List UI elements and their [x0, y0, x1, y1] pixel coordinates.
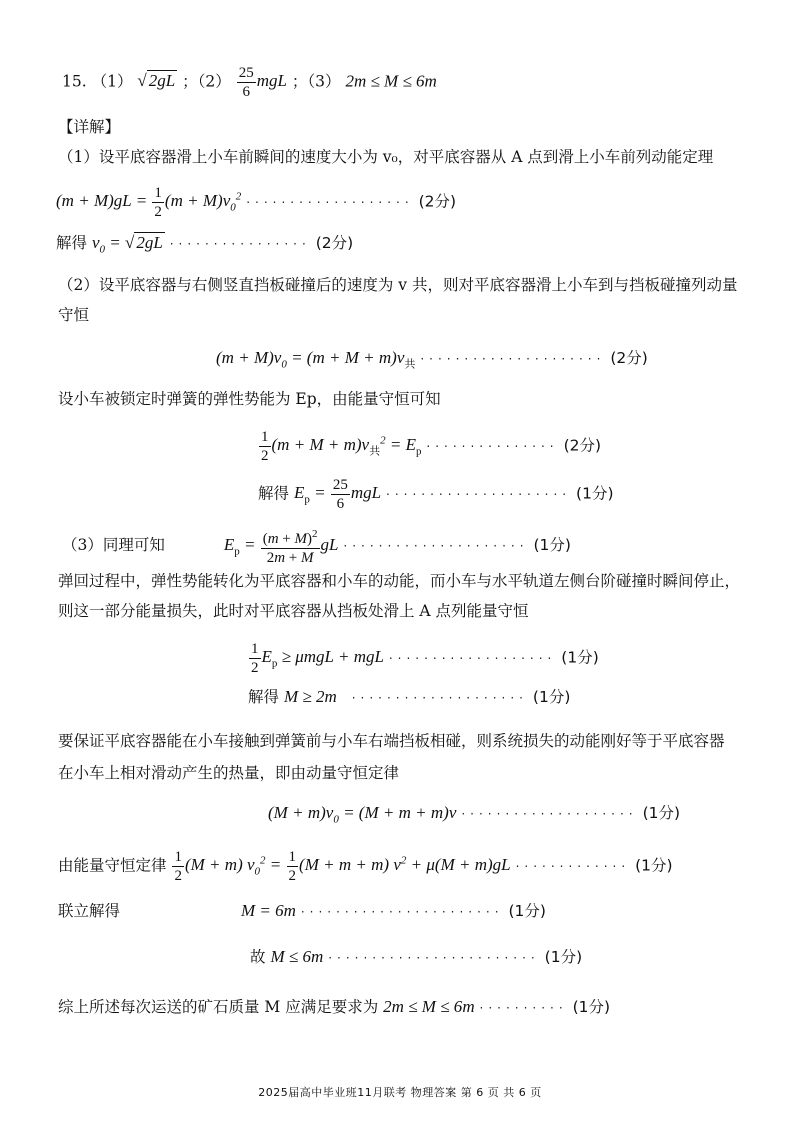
answer-3: 2m ≤ M ≤ 6m [345, 71, 437, 91]
eq-m-lower: 解得 M ≥ 2m ···················· (1分) [248, 687, 571, 706]
part3-rebound-2: 则这一部分能量损失，此时对平底容器从挡板处滑上 A 点列能量守恒 [58, 602, 529, 620]
part1-intro: （1）设平底容器滑上小车前瞬间的速度大小为 v₀，对平底容器从 A 点到滑上小车前列动能定理 [58, 148, 714, 166]
summary-line: 综上所述每次运送的矿石质量 M 应满足要求为 2m ≤ M ≤ 6m ·········· (1分) [58, 997, 611, 1016]
eq-momentum: $(m + M)v_0 = (m + M + m)v_共$ ····················· (2分) [216, 348, 648, 371]
answer-line [62, 64, 437, 101]
score: (2分) [563, 436, 602, 455]
eq-part3-ep: （3）同理可知 $E_p$ = $\frac{(m + M)^2}{2m + M}$ gL ····················· (1分) [62, 525, 571, 567]
eq-ep-result: 解得 $E_p$ = $\frac{25}{6}$ mgL ····················· (1分) [258, 477, 614, 512]
part2-intro-1: （2）设平底容器与右侧竖直挡板碰撞后的速度为 v 共，则对平底容器滑上小车到与挡板碰撞列动量 [58, 276, 738, 294]
eq-rebound-energy: $\frac{1}{2}$ $E_p \ge \mu mgL$ + mgL ··················· (1分) [251, 641, 599, 676]
score: (1分) [533, 535, 571, 554]
score: (2分) [315, 234, 354, 252]
part3-cond-1: 要保证平底容器能在小车接触到弹簧前与小车右端挡板相碰，则系统损失的动能刚好等于平底容器 [58, 732, 725, 750]
answer-1: √ 2gL [137, 71, 176, 91]
score: (1分) [544, 948, 583, 966]
score: (2分) [418, 192, 457, 211]
detail-title: 【详解】 [58, 118, 121, 136]
score: (1分) [576, 484, 614, 503]
part3-rebound-1: 弹回过程中，弹性势能转化为平底容器和小车的动能，而小车与水平轨道左侧台阶碰撞时瞬间停止， [58, 572, 741, 590]
score: (1分) [532, 688, 571, 706]
part2-intro-2: 守恒 [58, 306, 90, 324]
eq-combine: 联立解得 M = 6m ······················· (1分) [58, 901, 546, 920]
score: (2分) [610, 349, 648, 367]
part3-label: ；（3） [291, 72, 341, 91]
question-number: 15. [62, 72, 87, 91]
score: (1分) [635, 856, 673, 875]
eq-kinetic-energy: (m + M)gL = $\frac{1}{2}$ $(m + M)v_0^2$ ··················· (2分) [56, 185, 457, 220]
eq-m-upper: 故 M ≤ 6m ························ (1分) [250, 947, 583, 966]
eq-energy-ep: $\frac{1}{2}$ $(m + M + m)v_共^2 = E_p$ ··············· (2分) [261, 429, 602, 464]
part1-label: （1） [91, 72, 133, 91]
part2-label: ；（2） [182, 72, 231, 91]
score: (1分) [572, 998, 611, 1016]
part2-ep-intro: 设小车被锁定时弹簧的弹性势能为 Ep，由能量守恒可知 [58, 390, 441, 408]
eq-energy-conservation: 由能量守恒定律 $\frac{1}{2}$ (M + m) $v_0^2$ = $\frac{1}{2}$ (M + m + m) $v^2 + \mu(M + m)gL$ ············· (1分) [58, 849, 673, 884]
score: (1分) [508, 902, 546, 920]
eq-v0: 解得 $v_0$ = √ 2gL ················ (2分) [56, 233, 354, 256]
page-footer: 2025届高中毕业班11月联考 物理答案 第 6 页 共 6 页 [258, 1086, 542, 1099]
answer-2: $\frac{25}{6}$ mgL [238, 65, 287, 100]
score: (1分) [642, 804, 681, 822]
part3-cond-2: 在小车上相对滑动产生的热量，即由动量守恒定律 [58, 764, 400, 782]
score: (1分) [561, 648, 599, 667]
eq-momentum-2: $(M + m)v_0 = (M + m + m)v$ ···················· (1分) [268, 803, 681, 826]
